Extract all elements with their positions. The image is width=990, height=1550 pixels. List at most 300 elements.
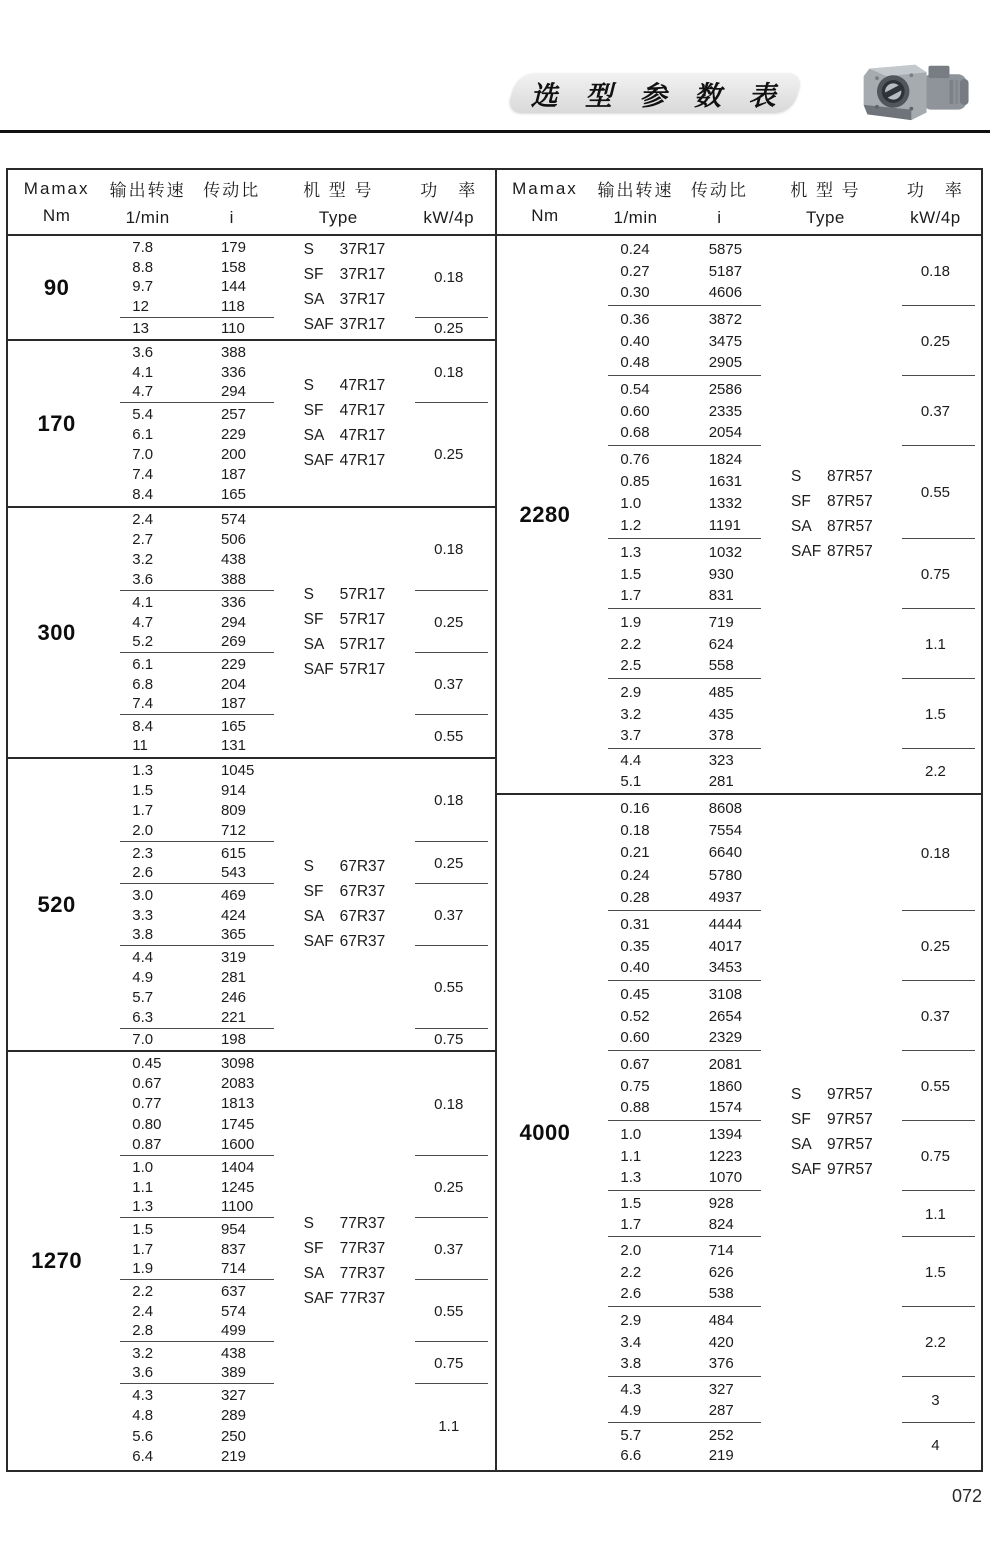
- type-prefix: SAF: [303, 316, 334, 333]
- power-cell: 0.18: [403, 1052, 494, 1156]
- output-speed-cell: 5.4: [132, 406, 154, 423]
- output-speed-cell: 1.0: [620, 495, 642, 512]
- ratio-group: [105, 1280, 273, 1342]
- output-speed-cell: 1.7: [620, 587, 642, 605]
- ratio-cell: 714: [708, 1241, 734, 1259]
- table-row: [593, 844, 761, 861]
- power-column: [890, 795, 981, 1470]
- speed-ratio-column: [593, 795, 761, 1470]
- ratio-cell: 8608: [708, 800, 743, 818]
- type-line: [274, 452, 403, 470]
- type-prefix: SA: [791, 518, 812, 535]
- table-row: [593, 916, 761, 933]
- output-speed-cell: 2.0: [132, 822, 154, 839]
- ratio-cell: 438: [220, 1344, 246, 1362]
- ratio-cell: 4937: [708, 888, 743, 906]
- power-cell: 0.75: [403, 1342, 494, 1384]
- output-speed-cell: 1.9: [132, 1260, 154, 1278]
- output-speed-cell: 0.48: [620, 354, 650, 372]
- ratio-cell: 246: [220, 989, 246, 1006]
- power-cell: 1.5: [890, 679, 981, 749]
- header-mamax: Mamax Nm: [23, 178, 90, 225]
- type-column: [274, 341, 403, 506]
- ratio-cell: 499: [220, 1322, 246, 1340]
- ratio-group: [593, 1191, 761, 1237]
- type-prefix: S: [303, 586, 314, 603]
- ratio-group: [593, 446, 761, 539]
- output-speed-cell: 6.8: [132, 675, 154, 693]
- output-speed-cell: 6.6: [620, 1447, 642, 1465]
- ratio-cell: 2654: [708, 1007, 743, 1025]
- type-prefix: SA: [303, 636, 325, 653]
- ratio-cell: 1813: [220, 1095, 255, 1113]
- header-power: 功 率 kW/4p: [420, 181, 478, 227]
- table-row: [105, 907, 273, 924]
- output-speed-cell: 0.45: [132, 1055, 162, 1073]
- output-speed-cell: 0.28: [620, 888, 650, 906]
- table-row: [593, 636, 761, 653]
- output-speed-cell: 1.0: [620, 1125, 642, 1143]
- ratio-group: [105, 403, 273, 506]
- type-model: 67R37: [339, 883, 386, 900]
- output-speed-cell: 2.6: [132, 864, 154, 882]
- ratio-group: [593, 539, 761, 609]
- ratio-cell: 574: [220, 511, 246, 528]
- output-speed-cell: 5.1: [620, 772, 642, 790]
- power-column: [403, 759, 494, 1050]
- table-row: [105, 1095, 273, 1112]
- ratio-cell: 165: [220, 717, 246, 735]
- output-speed-cell: 3.2: [132, 551, 154, 568]
- output-speed-cell: 0.24: [620, 866, 650, 884]
- type-line: [274, 908, 403, 926]
- torque-section: [497, 236, 982, 795]
- table-row: [593, 986, 761, 1003]
- power-cell: 0.18: [890, 795, 981, 911]
- ratio-group: [105, 508, 273, 591]
- output-speed-cell: 6.1: [132, 655, 154, 673]
- type-model: 47R17: [339, 377, 386, 394]
- ratio-cell: 1223: [708, 1147, 743, 1165]
- power-cell: 0.55: [403, 946, 494, 1029]
- power-cell: 0.18: [403, 341, 494, 403]
- table-row: [593, 1447, 761, 1464]
- ratio-cell: 831: [708, 587, 734, 605]
- type-prefix: SF: [791, 1111, 811, 1128]
- power-cell: 4: [931, 1437, 940, 1454]
- power-cell: 0.37: [403, 653, 494, 715]
- output-speed-cell: 13: [132, 320, 149, 337]
- table-row: [593, 1126, 761, 1143]
- type-prefix: S: [303, 858, 314, 875]
- table-row: [105, 845, 273, 862]
- output-speed-cell: 5.2: [132, 633, 154, 651]
- table-row: [105, 1055, 273, 1072]
- output-speed-cell: 1.5: [132, 1220, 154, 1238]
- ratio-cell: 2054: [708, 424, 743, 442]
- table-row: [105, 551, 273, 568]
- table-row: [593, 517, 761, 534]
- ratio-group: [105, 1052, 273, 1156]
- type-prefix: SA: [791, 1136, 812, 1153]
- table-row: [105, 718, 273, 735]
- output-speed-cell: 2.0: [620, 1241, 642, 1259]
- power-cell: 0.25: [434, 320, 464, 337]
- ratio-cell: 809: [220, 802, 246, 819]
- table-row: [105, 344, 273, 361]
- output-speed-cell: 6.1: [132, 426, 154, 443]
- output-speed-cell: 2.4: [132, 1302, 154, 1320]
- ratio-cell: 615: [220, 844, 246, 862]
- ratio-cell: 281: [708, 772, 734, 790]
- output-speed-cell: 1.7: [132, 802, 154, 819]
- table-row: [593, 1008, 761, 1025]
- table-row: [593, 959, 761, 976]
- speed-ratio-column: [105, 236, 273, 339]
- output-speed-cell: 0.68: [620, 424, 650, 442]
- type-prefix: SA: [303, 291, 325, 308]
- table-row: [105, 446, 273, 463]
- type-prefix: SF: [791, 493, 811, 510]
- type-prefix: SAF: [303, 452, 334, 469]
- type-line: [274, 377, 403, 395]
- power-cell: 0.37: [890, 376, 981, 446]
- ratio-cell: 1404: [220, 1158, 255, 1176]
- ratio-cell: 5875: [708, 240, 743, 258]
- ratio-cell: 319: [220, 949, 246, 966]
- table-row: [593, 1195, 761, 1212]
- ratio-group: [593, 749, 761, 793]
- power-cell: 0.55: [434, 727, 464, 745]
- output-speed-cell: 0.75: [620, 1077, 650, 1095]
- ratio-cell: 219: [708, 1447, 734, 1465]
- ratio-cell: 281: [220, 969, 246, 986]
- output-speed-cell: 4.9: [132, 969, 154, 986]
- table-row: [105, 1322, 273, 1339]
- output-speed-cell: 4.1: [132, 363, 154, 381]
- ratio-cell: 954: [220, 1220, 246, 1238]
- ratio-cell: 3453: [708, 959, 743, 977]
- ratio-group: [105, 653, 273, 715]
- torque-value: 2280: [519, 501, 571, 527]
- ratio-cell: 714: [220, 1260, 246, 1278]
- output-speed-cell: 0.87: [132, 1135, 162, 1153]
- ratio-cell: 624: [708, 635, 734, 653]
- ratio-cell: 229: [220, 426, 246, 443]
- table-row: [593, 822, 761, 839]
- table-row: [105, 426, 273, 443]
- table-row: [593, 1169, 761, 1186]
- ratio-cell: 3098: [220, 1055, 255, 1073]
- torque-value: 300: [37, 619, 76, 645]
- power-cell: 0.55: [890, 1051, 981, 1121]
- output-speed-cell: 1.7: [620, 1216, 642, 1233]
- table-row: [105, 695, 273, 712]
- type-line: [761, 1161, 890, 1179]
- table-row: [593, 889, 761, 906]
- output-speed-cell: 0.40: [620, 959, 650, 977]
- ratio-cell: 484: [708, 1311, 734, 1329]
- table-row: [105, 1407, 273, 1424]
- output-speed-cell: 1.9: [620, 613, 642, 631]
- table-row: [593, 381, 761, 398]
- output-speed-cell: 7.0: [132, 446, 154, 463]
- output-speed-cell: 3.6: [132, 1364, 154, 1382]
- type-model: 37R17: [339, 316, 386, 333]
- ratio-cell: 626: [708, 1263, 734, 1281]
- type-line: [761, 493, 890, 511]
- torque-section: [497, 795, 982, 1470]
- type-line: [274, 266, 403, 284]
- type-line: [761, 1111, 890, 1129]
- type-prefix: S: [303, 1214, 314, 1232]
- table-row: [105, 969, 273, 986]
- ratio-cell: 229: [220, 655, 246, 673]
- ratio-cell: 543: [220, 864, 246, 882]
- output-speed-cell: 3.3: [132, 906, 154, 924]
- ratio-cell: 198: [220, 1031, 246, 1048]
- header-ratio: 传动比 i: [203, 181, 261, 227]
- type-model: 87R57: [827, 518, 873, 535]
- ratio-cell: 6640: [708, 844, 743, 862]
- ratio-group: [105, 1218, 273, 1280]
- output-speed-cell: 5.7: [132, 989, 154, 1006]
- table-row: [105, 633, 273, 650]
- output-speed-cell: 0.85: [620, 473, 650, 490]
- output-speed-cell: 1.0: [132, 1158, 154, 1176]
- table-row: [105, 762, 273, 779]
- table-row: [105, 822, 273, 839]
- table-row: [105, 656, 273, 673]
- output-speed-cell: 0.35: [620, 937, 650, 955]
- ratio-cell: 289: [220, 1407, 246, 1425]
- ratio-cell: 389: [220, 1364, 246, 1382]
- output-speed-cell: 0.54: [620, 380, 650, 398]
- output-speed-cell: 2.3: [132, 844, 154, 862]
- torque-value: 90: [43, 274, 70, 300]
- table-row: [105, 1448, 273, 1465]
- torque-value: 1270: [31, 1248, 83, 1273]
- type-model: 37R17: [339, 266, 386, 283]
- table-row: [593, 1402, 761, 1419]
- table-row: [105, 531, 273, 548]
- output-speed-cell: 1.5: [620, 565, 642, 583]
- power-cell: 0.55: [403, 1280, 494, 1342]
- ratio-group: [105, 341, 273, 403]
- type-model: 37R17: [339, 291, 386, 308]
- power-cell: 0.25: [403, 591, 494, 653]
- type-column: [274, 759, 403, 1050]
- ratio-group: [593, 981, 761, 1051]
- type-model: 67R37: [339, 933, 386, 950]
- page-number: 072: [951, 1486, 982, 1506]
- header-rule: [0, 130, 990, 133]
- type-column: [274, 236, 403, 339]
- ratio-cell: 1394: [708, 1125, 743, 1143]
- table-row: [105, 926, 273, 943]
- type-prefix: SAF: [791, 1161, 822, 1178]
- ratio-group: [593, 679, 761, 749]
- table-row: [105, 1428, 273, 1445]
- output-speed-cell: 4.4: [132, 949, 154, 966]
- table-row: [593, 1427, 761, 1444]
- type-model: 57R17: [339, 636, 386, 653]
- table-row: [593, 773, 761, 790]
- ratio-cell: 4017: [708, 937, 743, 955]
- power-cell: 0.75: [434, 1031, 464, 1048]
- ratio-group: [105, 1384, 273, 1468]
- output-speed-cell: 0.80: [132, 1115, 162, 1133]
- table-row: [593, 1056, 761, 1073]
- output-speed-cell: 2.6: [620, 1285, 642, 1303]
- type-prefix: S: [791, 1086, 802, 1103]
- table-header: [497, 170, 982, 236]
- table-row: [105, 320, 273, 337]
- table-row: [105, 1387, 273, 1404]
- power-column: [403, 508, 494, 757]
- type-model: 47R17: [339, 427, 386, 444]
- power-column: [403, 341, 494, 506]
- power-column: [403, 1052, 494, 1470]
- ratio-group: [593, 236, 761, 306]
- ratio-cell: 485: [708, 683, 734, 701]
- ratio-cell: 435: [708, 705, 734, 723]
- type-line: [274, 661, 403, 679]
- type-prefix: S: [791, 468, 802, 485]
- table-row: [593, 1242, 761, 1259]
- table-row: [593, 451, 761, 468]
- ratio-cell: 187: [220, 695, 246, 713]
- output-speed-cell: 7.4: [132, 695, 154, 713]
- power-cell: 0.75: [890, 539, 981, 609]
- table-row: [593, 311, 761, 328]
- ratio-cell: 420: [708, 1333, 734, 1351]
- output-speed-cell: 1.1: [620, 1147, 642, 1165]
- type-model: 87R57: [827, 493, 873, 510]
- ratio-cell: 221: [220, 1009, 246, 1026]
- type-prefix: SAF: [303, 1289, 334, 1307]
- ratio-cell: 1100: [220, 1198, 254, 1216]
- table-row: [105, 259, 273, 276]
- table-row: [593, 284, 761, 301]
- ratio-cell: 3108: [708, 985, 743, 1003]
- output-speed-cell: 2.7: [132, 531, 154, 548]
- output-speed-cell: 1.3: [132, 1198, 154, 1216]
- ratio-cell: 2329: [708, 1029, 743, 1047]
- type-line: [274, 611, 403, 629]
- power-cell: 0.18: [403, 236, 494, 318]
- table-row: [593, 587, 761, 604]
- type-line: [761, 518, 890, 536]
- ratio-cell: 1860: [708, 1077, 743, 1095]
- ratio-cell: 637: [220, 1282, 246, 1300]
- type-column: [274, 1052, 403, 1470]
- power-cell: 0.25: [890, 306, 981, 376]
- table-row: [105, 383, 273, 400]
- table-row: [593, 473, 761, 490]
- ratio-cell: 378: [708, 727, 734, 745]
- ratio-cell: 165: [220, 486, 246, 503]
- type-line: [274, 402, 403, 420]
- power-cell: 3: [890, 1377, 981, 1423]
- output-speed-cell: 0.16: [620, 800, 650, 818]
- ratio-group: [105, 318, 273, 339]
- type-line: [274, 933, 403, 951]
- table-row: [593, 566, 761, 583]
- type-column: [274, 508, 403, 757]
- ratio-cell: 1332: [708, 495, 743, 512]
- output-speed-cell: 4.1: [132, 593, 154, 611]
- type-prefix: SF: [303, 402, 324, 419]
- output-speed-cell: 4.7: [132, 613, 154, 631]
- ratio-group: [593, 1307, 761, 1377]
- output-speed-cell: 1.2: [620, 517, 642, 534]
- torque-section: [8, 236, 495, 341]
- table-row: [593, 938, 761, 955]
- table-right: [495, 170, 982, 1470]
- output-speed-cell: 8.4: [132, 717, 154, 735]
- torque-section: [8, 508, 495, 759]
- output-speed-cell: 8.4: [132, 486, 154, 503]
- type-column: [761, 795, 890, 1470]
- table-row: [105, 1364, 273, 1381]
- ratio-cell: 110: [220, 320, 245, 337]
- ratio-cell: 2335: [708, 402, 743, 420]
- output-speed-cell: 2.2: [132, 1282, 154, 1300]
- type-prefix: SA: [303, 908, 325, 925]
- ratio-cell: 2081: [708, 1055, 743, 1073]
- ratio-cell: 287: [708, 1402, 734, 1419]
- ratio-cell: 3872: [708, 310, 743, 328]
- ratio-cell: 930: [708, 565, 734, 583]
- type-prefix: SAF: [303, 661, 334, 678]
- type-model: 37R17: [339, 241, 386, 258]
- header-type: 机 型 号 Type: [790, 181, 861, 227]
- type-line: [274, 858, 403, 876]
- ratio-cell: 336: [220, 363, 246, 381]
- output-speed-cell: 4.3: [132, 1387, 154, 1405]
- ratio-cell: 187: [220, 466, 246, 483]
- ratio-cell: 5780: [708, 866, 743, 884]
- output-speed-cell: 1.3: [620, 1169, 642, 1187]
- output-speed-cell: 0.60: [620, 1029, 650, 1047]
- table-row: [105, 571, 273, 588]
- ratio-cell: 252: [708, 1426, 734, 1444]
- ratio-group: [593, 376, 761, 446]
- ratio-cell: 327: [220, 1387, 246, 1405]
- ratio-cell: 2083: [220, 1075, 255, 1093]
- type-prefix: SA: [303, 1264, 325, 1282]
- table-row: [105, 887, 273, 904]
- ratio-cell: 5187: [708, 262, 743, 280]
- table-row: [105, 298, 273, 315]
- ratio-cell: 336: [220, 593, 246, 611]
- type-line: [761, 543, 890, 561]
- type-line: [274, 636, 403, 654]
- ratio-cell: 574: [220, 1302, 246, 1320]
- ratio-group: [593, 795, 761, 911]
- table-row: [593, 657, 761, 674]
- table-row: [105, 949, 273, 966]
- type-line: [274, 427, 403, 445]
- table-row: [593, 1355, 761, 1372]
- table-row: [593, 544, 761, 561]
- output-speed-cell: 6.4: [132, 1447, 154, 1465]
- power-cell: 0.37: [403, 1218, 494, 1280]
- ratio-group: [593, 1237, 761, 1307]
- output-speed-cell: 1.1: [132, 1178, 154, 1196]
- selection-parameter-table: [6, 168, 983, 1472]
